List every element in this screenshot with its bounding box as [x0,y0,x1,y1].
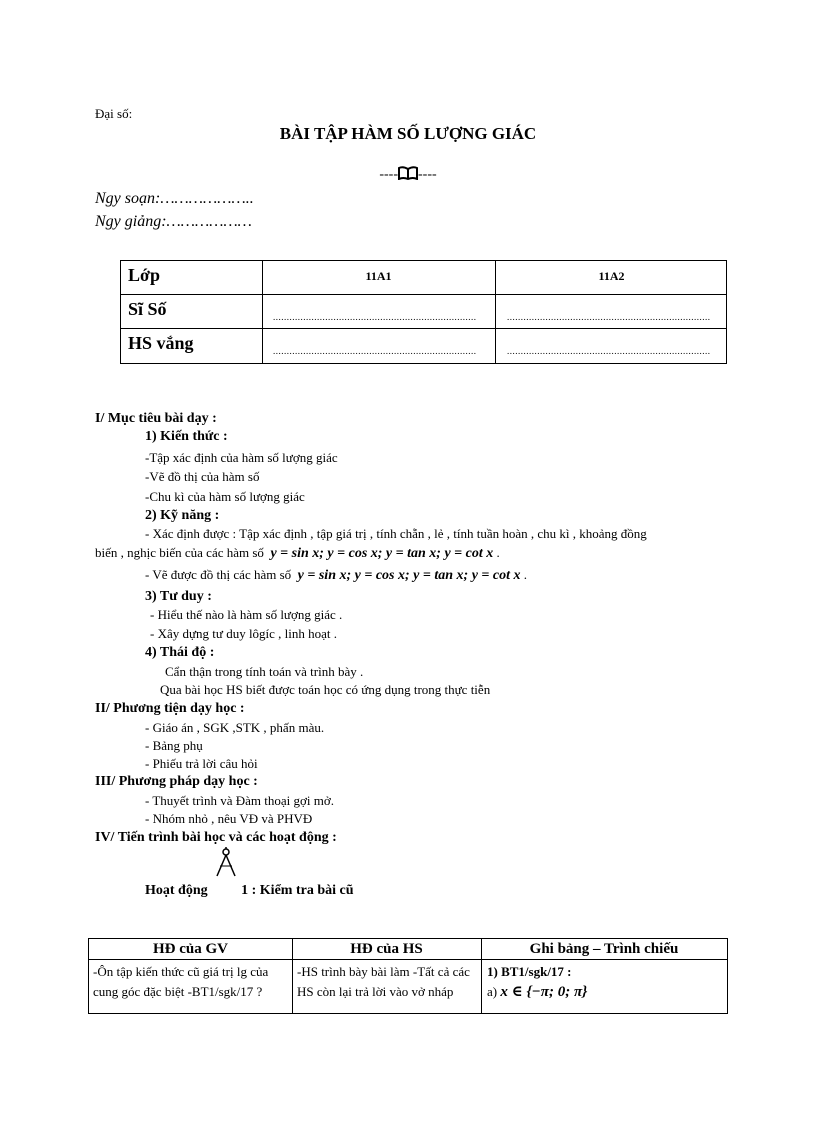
siso-label: Sĩ Số [128,299,167,319]
siso-11a2-dots: .......................................................................... [507,312,711,322]
attitude-item: Qua bài học HS biết được toán học có ứng dụng trong thực tiễn [160,682,491,697]
book-symbol-icon [398,166,418,185]
thinking-title: 3) Tư duy : [145,589,212,604]
attitude-item: Cẩn thận trong tính toán và trình bày . [165,664,364,679]
section4-heading: IV/ Tiến trình bài học và các hoạt động : [95,830,337,845]
answer-math: x ∈ {−π; 0; π} [500,984,588,1000]
knowledge-item: -Tập xác định của hàm số lượng giác [145,450,338,465]
teach-date: Ngy giảng:……………… [95,213,252,230]
board-title: 1) BT1/sgk/17 : [487,964,572,979]
subject-label: Đại số: [95,106,133,121]
resource-item: - Phiếu trả lời câu hỏi [145,756,258,771]
prep-date: Ngy soạn:……………….. [95,190,254,207]
section3-heading: III/ Phương pháp dạy học : [95,774,258,789]
resource-item: - Bảng phụ [145,738,203,753]
class-11a2: 11A2 [598,269,625,283]
skill-title: 2) Kỹ năng : [145,508,220,523]
thinking-item: - Hiểu thế nào là hàm số lượng giác . [150,607,343,622]
cell-board [487,962,723,1002]
siso-11a1-dots: .......................................................................... [273,312,477,322]
absent-11a2-dots: .......................................................................... [507,346,711,356]
method-item: - Nhóm nhỏ , nêu VĐ và PHVĐ [145,811,313,826]
activity-table [88,938,728,1014]
class-11a1: 11A1 [365,269,392,283]
page-title: BÀI TẬP HÀM SỐ LƯỢNG GIÁC [279,124,537,143]
cell-hs: -HS trình bày bài làm -Tất cả các HS còn lại trả lời vào vở nháp [297,964,470,999]
skill-line: - Xác định được : Tập xác định , tập giá trị , tính chẵn , lẻ , tính tuần hoàn , chu kì , khoảng đồng [145,526,647,541]
section2-heading: II/ Phương tiện dạy học : [95,701,245,716]
header-gv: HĐ của GV [153,941,228,957]
absent-label: HS vắng [128,333,194,353]
trig-functions-math: y = sin x; y = cos x; y = tan x; y = cot x [297,568,521,583]
compass-icon [211,866,241,896]
cell-gv: -Ôn tập kiến thức cũ giá trị lg của cung góc đặc biệt -BT1/sgk/17 ? [93,964,269,999]
method-item: - Thuyết trình và Đàm thoại gợi mở. [145,793,334,808]
class-label: Lớp [128,265,160,285]
board-answer: a) x ∈ {−π; 0; π} [487,984,588,1000]
resource-item: - Giáo án , SGK ,STK , phấn màu. [145,720,325,735]
trig-functions-math: y = sin x; y = cos x; y = tan x; y = cot x [270,546,494,561]
title-divider: ---- ---- [0,166,816,185]
attitude-title: 4) Thái độ : [145,645,215,660]
absent-11a1-dots: .......................................................................... [273,346,477,356]
skill-line: biến , nghịc biến của các hàm số y = sin x; y = cos x; y = tan x; y = cot x . [95,545,500,561]
knowledge-item: -Chu kì của hàm số lượng giác [145,489,305,504]
class-table [120,260,727,364]
knowledge-item: -Vẽ đồ thị của hàm số [145,469,260,484]
activity-heading: Hoạt động 1 : Kiểm tra bài cũ [145,866,354,899]
header-hs: HĐ của HS [350,941,423,957]
knowledge-title: 1) Kiến thức : [145,429,228,444]
skill-line: - Vẽ được đồ thị các hàm số y = sin x; y = cos x; y = tan x; y = cot x . [145,567,527,583]
section1-heading: I/ Mục tiêu bài dạy : [95,411,217,426]
thinking-item: - Xây dựng tư duy lôgíc , linh hoạt . [150,626,338,641]
header-board: Ghi bảng – Trình chiếu [529,941,679,957]
